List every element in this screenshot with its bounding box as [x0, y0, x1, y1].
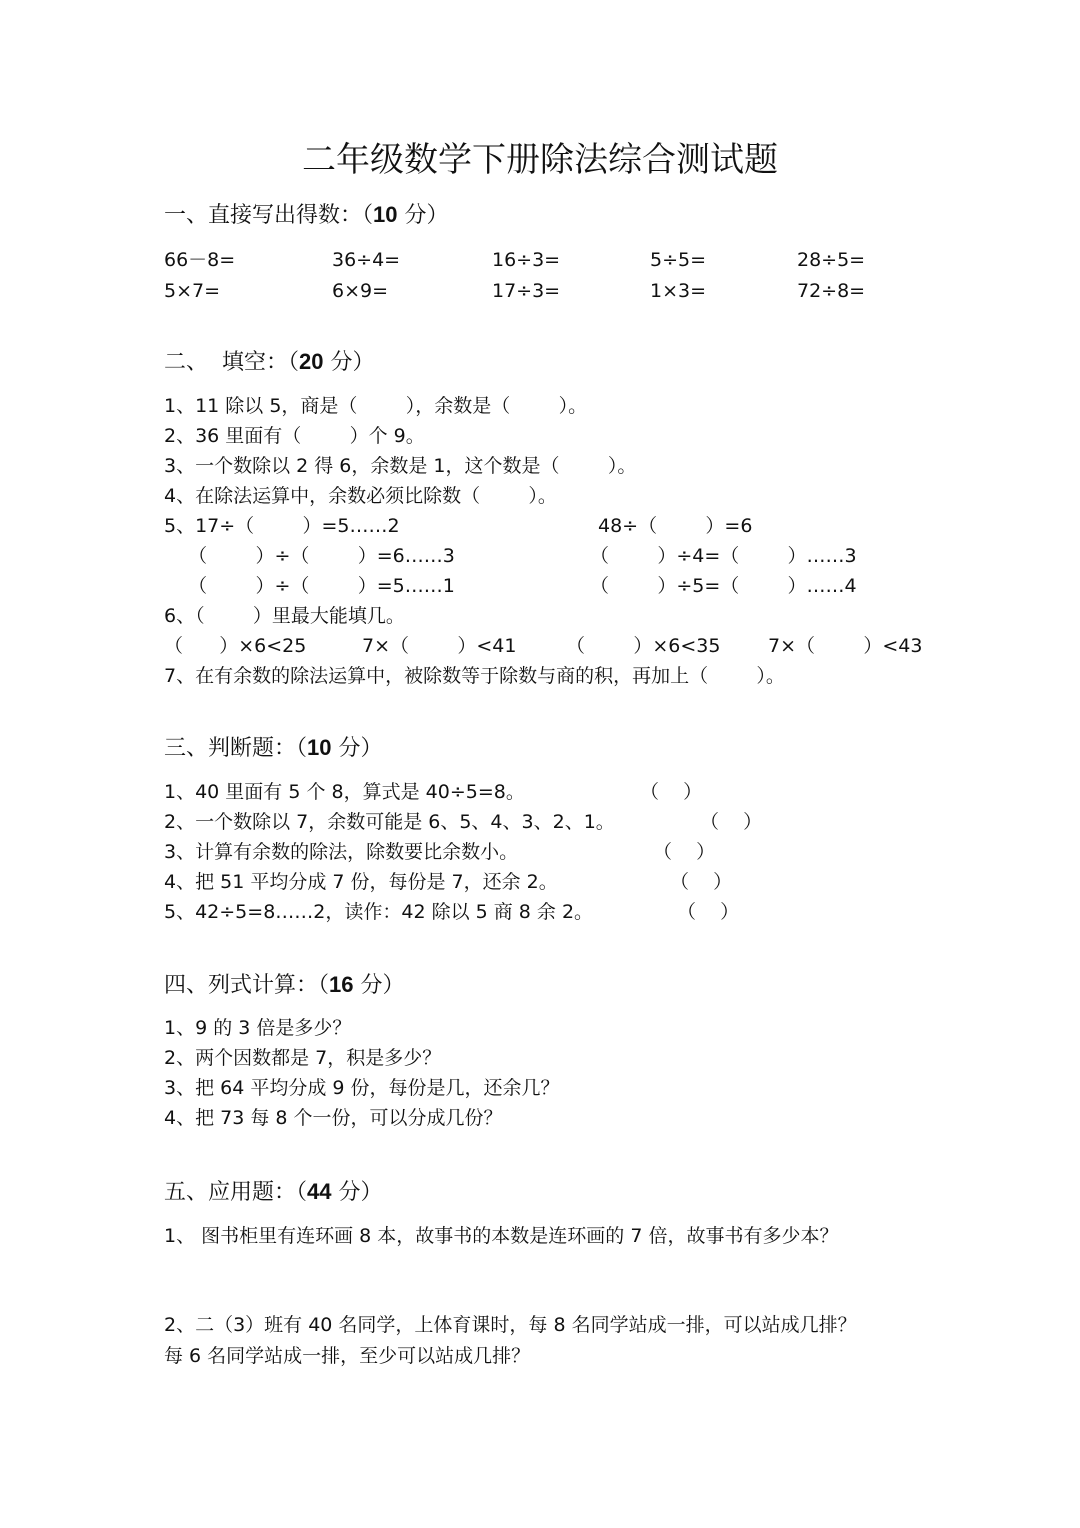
calc-item: 36÷4=	[332, 249, 401, 271]
fill-question: 7、在有余数的除法运算中，被除数等于除数与商的积，再加上（ ）。	[164, 665, 785, 687]
calc-item: 66－8=	[164, 249, 236, 271]
section4-heading-label: 四、列式计算：（	[164, 973, 330, 998]
fill-question: 2、36 里面有（ ）个 9。	[164, 425, 425, 447]
fill-q6-item: （ ）×6<25	[164, 635, 307, 657]
section2-heading-label: 二、 填空：（	[164, 350, 299, 375]
fill-q5-item: （ ）÷（ ）=6……3	[164, 545, 455, 567]
calc-item: 1×3=	[650, 280, 707, 302]
fill-q5-item: 48÷（ ）=6	[598, 515, 753, 537]
section2-heading-tail: 分）	[323, 350, 375, 375]
calc-item: 6×9=	[332, 280, 389, 302]
judge-bracket: （ ）	[653, 841, 716, 863]
judge-question: 3、计算有余数的除法，除数要比余数小。	[164, 841, 519, 863]
section3-heading-label: 三、判断题：（	[164, 736, 308, 761]
section4-points: 16	[329, 972, 354, 997]
section1-heading-label: 一、直接写出得数：（	[164, 203, 374, 228]
fill-q6-item: （ ）×6<35	[566, 635, 721, 657]
section5-points: 44	[307, 1179, 332, 1204]
calc-item: 5×7=	[164, 280, 221, 302]
calc-word-question: 3、把 64 平均分成 9 份，每份是几，还余几？	[164, 1077, 560, 1099]
word-problem: 2、二（3）班有 40 名同学，上体育课时，每 8 名同学站成一排，可以站成几排？	[164, 1314, 857, 1336]
judge-bracket: （ ）	[700, 811, 763, 833]
section3-points: 10	[307, 735, 332, 760]
calc-item: 5÷5=	[650, 249, 707, 271]
judge-question: 2、一个数除以 7，余数可能是 6、5、4、3、2、1。	[164, 811, 615, 833]
word-problem: 1、 图书柜里有连环画 8 本，故事书的本数是连环画的 7 倍，故事书有多少本？	[164, 1225, 839, 1247]
fill-q5-item: 5、17÷（ ）=5……2	[164, 515, 400, 537]
fill-q6-item: 7×（ ）<41	[362, 635, 517, 657]
section5-heading	[164, 1177, 383, 1208]
fill-question: 1、11 除以 5，商是（ ），余数是（ ）。	[164, 395, 588, 417]
word-problem-continuation: 每 6 名同学站成一排，至少可以站成几排？	[164, 1345, 531, 1367]
fill-q5-item: （ ）÷4=（ ）……3	[590, 545, 857, 567]
judge-bracket: （ ）	[677, 901, 740, 923]
section1-points: 10	[373, 202, 398, 227]
fill-question: 3、一个数除以 2 得 6，余数是 1，这个数是（ ）。	[164, 455, 637, 477]
section2-points: 20	[299, 349, 324, 374]
calc-word-question: 2、两个因数都是 7，积是多少？	[164, 1047, 442, 1069]
judge-question: 4、把 51 平均分成 7 份，每份是 7，还余 2。	[164, 871, 558, 893]
section4-heading	[164, 970, 405, 1001]
section4-heading-tail: 分）	[353, 973, 405, 998]
judge-question: 5、42÷5=8……2，读作：42 除以 5 商 8 余 2。	[164, 901, 594, 923]
calc-item: 28÷5=	[797, 249, 866, 271]
calc-item: 72÷8=	[797, 280, 866, 302]
calc-word-question: 1、9 的 3 倍是多少？	[164, 1017, 352, 1039]
page-title: 二年级数学下册除法综合测试题	[302, 140, 778, 180]
section3-heading-tail: 分）	[331, 736, 383, 761]
fill-q5-item: （ ）÷5=（ ）……4	[590, 575, 857, 597]
judge-bracket: （ ）	[670, 871, 733, 893]
section1-heading	[164, 200, 449, 231]
fill-q6-item: 7×（ ）<43	[768, 635, 923, 657]
fill-q5-item: （ ）÷（ ）=5……1	[164, 575, 455, 597]
section3-heading	[164, 733, 383, 764]
section2-heading	[164, 347, 374, 378]
section5-heading-label: 五、应用题：（	[164, 1180, 308, 1205]
calc-word-question: 4、把 73 每 8 个一份，可以分成几份？	[164, 1107, 503, 1129]
fill-question: 4、在除法运算中，余数必须比除数（ ）。	[164, 485, 557, 507]
judge-bracket: （ ）	[640, 781, 703, 803]
calc-item: 16÷3=	[492, 249, 561, 271]
section5-heading-tail: 分）	[331, 1180, 383, 1205]
section1-heading-tail: 分）	[397, 203, 449, 228]
calc-item: 17÷3=	[492, 280, 561, 302]
fill-q6-title: 6、（ ）里最大能填几。	[164, 605, 405, 627]
judge-question: 1、40 里面有 5 个 8，算式是 40÷5=8。	[164, 781, 525, 803]
